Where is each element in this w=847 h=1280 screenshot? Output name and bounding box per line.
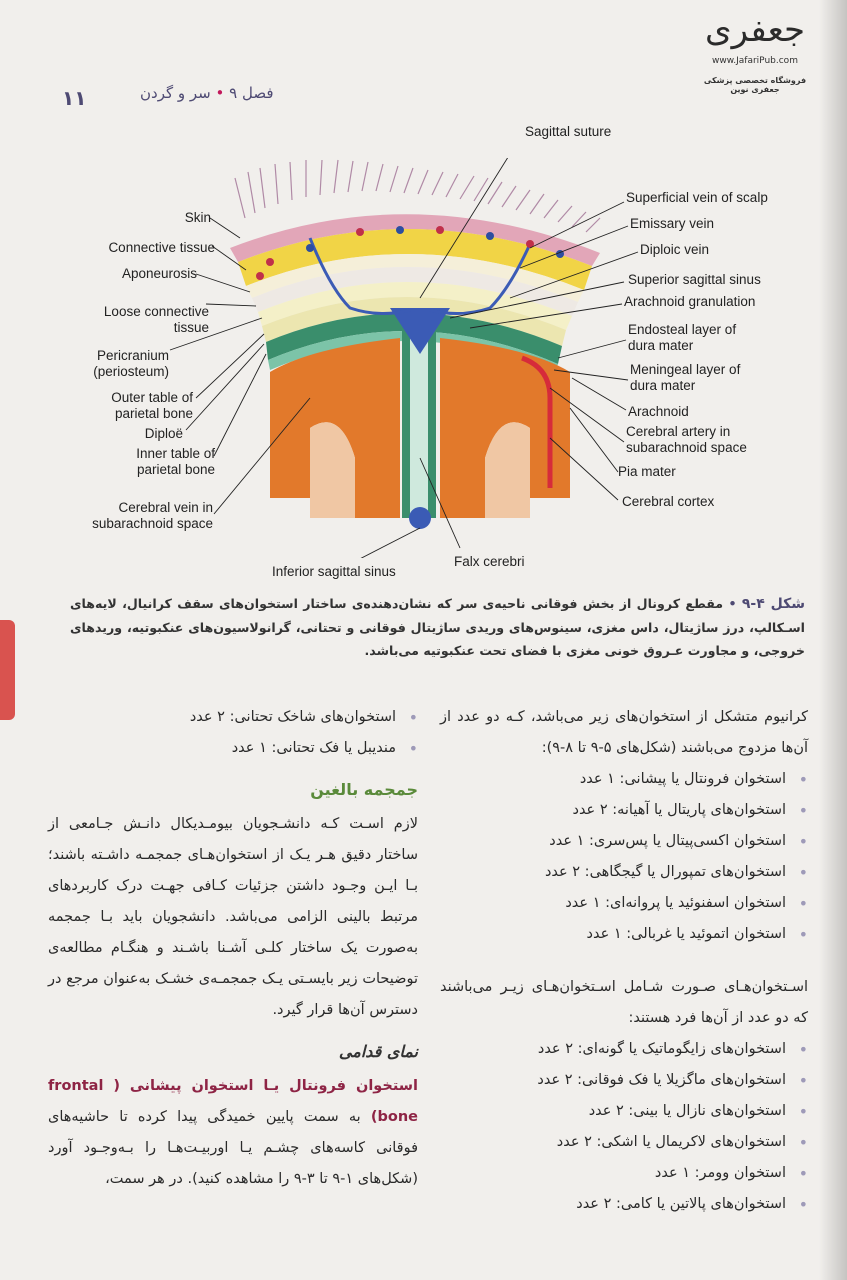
adult-skull-paragraph: لازم اسـت کـه دانشـجویان بیومـدیکال دانـش جـامعی از ساختار دقیق هـر یـک از استخوان‌هـای جمجمـه داشـته باشند؛ بـا ایـن وجـود داشتن جزئیات کـافی جهـت درک کاربردهای مرتبط بالینی الزامی می‌باشد. دانشجویان باید بـا جمجمه به‌صورت یک ساختار کلـی آشـنا باشـند و هنگـام مطالعه‌ی توضیحات زیر بایسـتی یـک جمجمـه‌ی خشـک به‌عنوان مرجع در دسترس آن‌ها قرار گیرد. [48,816,418,1018]
list-item: • استخوان‌های نازال یا بینی: ۲ عدد [440,1096,808,1127]
list-item: • استخوان‌های لاکریمال یا اشکی: ۲ عدد [440,1127,808,1158]
label-skin: Skin [184,210,211,225]
face-bones-intro: اسـتخوان‌هـای صـورت شـامل اسـتخوان‌هـای زیـر می‌باشند که دو عدد از آن‌ها فرد هستند: [440,979,808,1026]
right-column [440,702,808,1220]
label-pericranium: Pericranium (periosteum) [93,348,169,379]
list-item: • استخوان‌های پالاتین یا کامی: ۲ عدد [440,1189,808,1220]
page-number: ۱۱ [62,86,87,110]
list-item: • استخوان وومر: ۱ عدد [440,1158,808,1189]
list-item: • استخوان اتموئید یا غربالی: ۱ عدد [440,919,808,950]
label-arachnoid-granulation: Arachnoid granulation [624,294,756,309]
chapter-title: سر و گردن [140,84,211,102]
label-outer-table: Outer table of parietal bone [111,390,193,421]
figure-caption [70,592,805,662]
chapter-header [140,84,300,102]
label-meningeal-layer: Meningeal layer of dura mater [630,362,741,393]
label-sagittal-suture: Sagittal suture [525,124,612,139]
list-item: • استخوان‌های زایگوماتیک یا گونه‌ای: ۲ عدد [440,1034,808,1065]
list-item: • استخوان‌های ماگزیلا یا فک فوقانی: ۲ عدد [440,1065,808,1096]
caption-bullet: • [728,596,737,611]
label-emissary-vein: Emissary vein [630,216,715,231]
label-connective-tissue: Connective tissue [108,240,215,255]
list-item: • استخوان اکسی‌پیتال یا پس‌سری: ۱ عدد [440,826,808,857]
label-diploe: Diploë [144,426,183,441]
publisher-logo [690,10,820,94]
label-diploic-vein: Diploic vein [640,242,710,257]
publisher-logo-mark: جعفری [705,10,805,50]
label-superior-sagittal-sinus: Superior sagittal sinus [628,272,761,287]
lower-bones-list [48,702,418,764]
cranial-bones-list [440,764,808,950]
label-arachnoid: Arachnoid [628,404,689,419]
subheading-anterior-view: نمای قدامی [338,1042,418,1061]
figure-number: شکل ۴-۹ [741,596,805,612]
frontal-bone-text: به سمت پایین خمیدگی پیدا کرده تا حاشیه‌های فوقانی کاسه‌های چشـم یـا اوربیـت‌هـا را بـه‌وجـود آورد (شکل‌های ۱-۹ تا ۳-۹ را مشاهده کنید). در هر سمت، [48,1109,418,1187]
publisher-shop: فروشگاه تخصصی پزشکی جعفری نوین [703,76,807,94]
list-item: • استخوان فرونتال یا پیشانی: ۱ عدد [440,764,808,795]
section-heading-adult-skull: جمجمه بالغین [310,780,418,799]
label-cerebral-cortex: Cerebral cortex [622,494,715,509]
left-column [48,702,418,1195]
list-item: • استخوان اسفنوئید یا پروانه‌ای: ۱ عدد [440,888,808,919]
caption-text: مقطع کرونال از بخش فوقانی ناحیه‌ی سر که نشان‌دهنده‌ی ساختار استخوان‌های سقف کرانیال، لایه‌های اسـکالپ، درز ساژیتال، داس مغزی، سینوس‌های وریدی ساژیتال فوقانی و تحتانی، گرانولاسیون‌های عنکبوتیه، وریدهای خروجی، و مجاورت عـروق خونی مغزی با فضای تحت عنکبوتیه می‌باشد. [70,596,805,658]
chapter-number: فصل ۹ [229,84,274,102]
list-item: • استخوان‌های پاریتال یا آهیانه: ۲ عدد [440,795,808,826]
chapter-bullet: • [215,84,225,102]
label-superficial-vein: Superficial vein of scalp [626,190,768,205]
label-aponeurosis: Aponeurosis [121,266,197,281]
frontal-bone-paragraph [48,1071,418,1195]
label-endosteal-layer: Endosteal layer of dura mater [628,322,737,353]
publisher-url: www.JafariPub.com [712,56,798,66]
list-item: • استخوان‌های شاخک تحتانی: ۲ عدد [48,702,418,733]
label-inner-table: Inner table of parietal bone [136,446,215,477]
scalp-coronal-figure [92,124,768,579]
label-pia-mater: Pia mater [618,464,676,479]
cranium-intro: کرانیوم متشکل از استخوان‌های زیر می‌باشد، کـه دو عدد از آن‌ها مزدوج می‌باشند (شکل‌های ۵-۹ تا ۸-۹): [440,709,808,756]
label-loose-connective-tissue: Loose connective tissue [103,304,209,335]
side-tab [0,620,15,720]
face-bones-list [440,1034,808,1220]
label-cerebral-vein: Cerebral vein in subarachnoid space [92,500,213,531]
label-falx-cerebri: Falx cerebri [454,554,525,569]
book-spine-shadow [819,0,847,1280]
label-inferior-sagittal-sinus: Inferior sagittal sinus [272,564,396,579]
label-cerebral-artery: Cerebral artery in subarachnoid space [626,424,747,455]
list-item: • مندیبل یا فک تحتانی: ۱ عدد [48,733,418,764]
frontal-bone-term: استخوان فرونتال یـا استخوان پیشانی ( frontal bone) [48,1078,418,1125]
list-item: • استخوان‌های تمپورال یا گیجگاهی: ۲ عدد [440,857,808,888]
